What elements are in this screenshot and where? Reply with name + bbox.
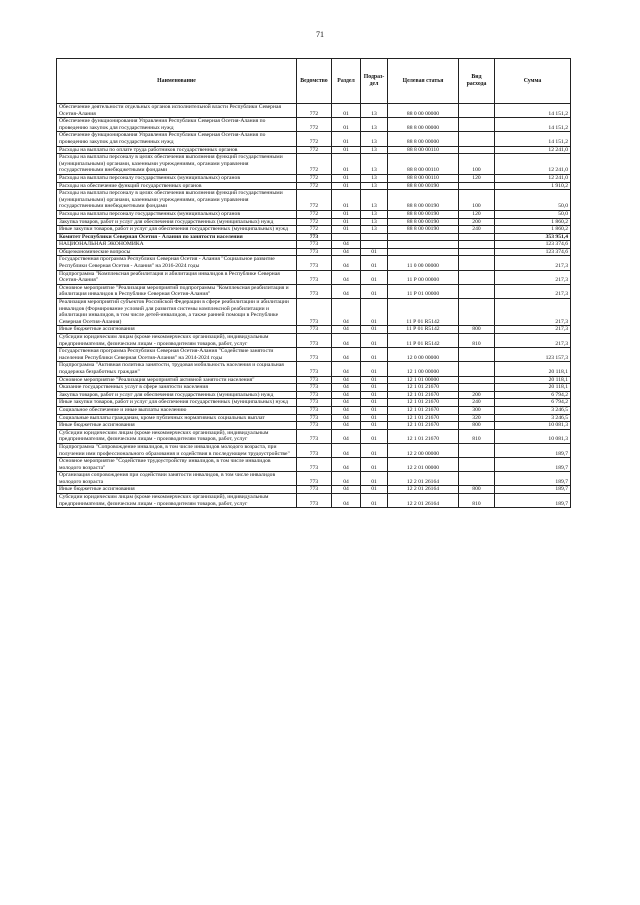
cell-amount: 10 081,3 [495, 429, 571, 443]
table-row [57, 472, 571, 486]
cell-section: 04 [332, 422, 361, 430]
table-row [57, 384, 571, 392]
cell-expense-type [459, 132, 495, 146]
table-row [57, 422, 571, 430]
cell-section: 01 [332, 174, 361, 182]
cell-dept: 773 [297, 414, 332, 422]
cell-expense-type: 810 [459, 429, 495, 443]
cell-amount: 189,7 [495, 472, 571, 486]
cell-target: 88 8 00 00000 [388, 118, 459, 132]
cell-subsection: 01 [361, 443, 388, 457]
cell-target: 11 0 00 00000 [388, 256, 459, 270]
cell-amount: 1 860,2 [495, 226, 571, 234]
table-row [57, 118, 571, 132]
cell-name: Обеспечение деятельности отдельных органов исполнительной власти Республики Северная Осетия-Алания [57, 104, 297, 118]
cell-target: 88 0 00 00000 [388, 104, 459, 118]
cell-name: Общеэкономические вопросы [57, 248, 297, 256]
cell-dept: 773 [297, 362, 332, 376]
cell-target: 11 Р 01 00000 [388, 284, 459, 298]
cell-name: Комитет Республики Северная Осетия - Алания по занятости населения [57, 233, 297, 241]
table-row [57, 210, 571, 218]
header-name: Наименование [57, 59, 297, 104]
cell-target: 11 Р 01 R5142 [388, 334, 459, 348]
cell-subsection: 01 [361, 406, 388, 414]
table-row [57, 406, 571, 414]
cell-subsection: 01 [361, 384, 388, 392]
cell-target: 12 1 01 21670 [388, 429, 459, 443]
table-row [57, 270, 571, 284]
cell-subsection: 01 [361, 362, 388, 376]
cell-section: 04 [332, 299, 361, 326]
table-row [57, 146, 571, 154]
cell-expense-type [459, 241, 495, 249]
cell-subsection: 13 [361, 210, 388, 218]
cell-name: Обеспечение функционирования Управления Республики Северная Осетия-Алания по проведению закупок для государственных нужд [57, 132, 297, 146]
cell-amount: 20 118,1 [495, 384, 571, 392]
cell-subsection [361, 233, 388, 241]
cell-subsection: 01 [361, 458, 388, 472]
cell-subsection: 01 [361, 326, 388, 334]
cell-amount: 12 241,0 [495, 146, 571, 154]
cell-expense-type [459, 118, 495, 132]
cell-dept: 772 [297, 182, 332, 190]
table-row [57, 190, 571, 211]
header-subsection: Подраз-дел [361, 59, 388, 104]
cell-dept: 773 [297, 429, 332, 443]
cell-name: Подпрограмма "Сопровождение инвалидов, в том числе инвалидов молодого возраста, при получении ими профессионального образования и содействия в последующем трудоустройстве" [57, 443, 297, 457]
cell-dept: 773 [297, 486, 332, 494]
cell-target: 12 1 00 00000 [388, 362, 459, 376]
table-row [57, 414, 571, 422]
cell-subsection: 01 [361, 429, 388, 443]
cell-target: 12 2 00 00000 [388, 443, 459, 457]
table-row [57, 334, 571, 348]
cell-dept: 773 [297, 334, 332, 348]
cell-section: 04 [332, 486, 361, 494]
cell-name: Расходы на выплаты персоналу государственных (муниципальных) органов [57, 174, 297, 182]
table-row [57, 429, 571, 443]
cell-section: 04 [332, 384, 361, 392]
cell-section: 04 [332, 391, 361, 399]
cell-dept: 773 [297, 348, 332, 362]
table-row [57, 443, 571, 457]
cell-amount: 353 951,4 [495, 233, 571, 241]
cell-amount: 14 151,2 [495, 132, 571, 146]
cell-section: 04 [332, 256, 361, 270]
cell-amount: 1 910,2 [495, 182, 571, 190]
cell-amount: 6 794,2 [495, 391, 571, 399]
cell-expense-type [459, 233, 495, 241]
cell-target: 12 2 01 26164 [388, 472, 459, 486]
cell-section: 04 [332, 376, 361, 384]
cell-target: 12 1 01 21670 [388, 422, 459, 430]
cell-name: Закупка товаров, работ и услуг для обеспечения государственных (муниципальных) нужд [57, 391, 297, 399]
cell-target: 12 1 01 21670 [388, 384, 459, 392]
cell-subsection: 13 [361, 146, 388, 154]
cell-expense-type: 100 [459, 190, 495, 211]
cell-amount: 217,3 [495, 326, 571, 334]
cell-expense-type [459, 146, 495, 154]
cell-dept: 772 [297, 104, 332, 118]
cell-expense-type: 120 [459, 210, 495, 218]
cell-name: НАЦИОНАЛЬНАЯ ЭКОНОМИКА [57, 241, 297, 249]
cell-subsection: 01 [361, 414, 388, 422]
header-amount: Сумма [495, 59, 571, 104]
cell-name: Иные закупки товаров, работ и услуг для обеспечения государственных (муниципальных) нужд [57, 226, 297, 234]
header-section: Раздел [332, 59, 361, 104]
table-row [57, 256, 571, 270]
cell-section: 04 [332, 399, 361, 407]
cell-amount: 217,3 [495, 284, 571, 298]
cell-name: Социальные выплаты гражданам, кроме публичных нормативных социальных выплат [57, 414, 297, 422]
cell-expense-type [459, 284, 495, 298]
cell-name: Подпрограмма "Комплексная реабилитация и абилитация инвалидов в Республике Северная Осетия-Алания" [57, 270, 297, 284]
cell-dept: 772 [297, 118, 332, 132]
cell-target: 88 8 00 00110 [388, 154, 459, 175]
cell-amount: 123 374,6 [495, 241, 571, 249]
cell-expense-type [459, 104, 495, 118]
cell-name: Расходы на выплаты персоналу государственных (муниципальных) органов [57, 210, 297, 218]
cell-amount: 50,0 [495, 190, 571, 211]
table-row [57, 284, 571, 298]
cell-dept: 773 [297, 391, 332, 399]
cell-expense-type: 240 [459, 226, 495, 234]
cell-name: Оказание государственных услуг в сфере занятости населения [57, 384, 297, 392]
cell-amount: 189,7 [495, 486, 571, 494]
table-row [57, 218, 571, 226]
cell-section: 01 [332, 154, 361, 175]
cell-section: 04 [332, 429, 361, 443]
cell-name: Подпрограмма "Активная политика занятости, трудовая мобильность населения и социальная поддержка безработных граждан" [57, 362, 297, 376]
cell-target: 12 1 01 21670 [388, 414, 459, 422]
cell-dept: 773 [297, 384, 332, 392]
cell-name: Иные бюджетные ассигнования [57, 486, 297, 494]
cell-name: Реализация мероприятий субъектов Российской Федерации в сфере реабилитации и абилитации инвалидов (Формирование условий для развития системы комплексной реабилитации и абилитации инвалидов, в том числе детей-инвалидов, а также ранней помощи в Республике Северная Осетия-Алания) [57, 299, 297, 326]
cell-section: 04 [332, 348, 361, 362]
table-row [57, 399, 571, 407]
cell-dept: 772 [297, 132, 332, 146]
cell-subsection: 01 [361, 391, 388, 399]
cell-subsection: 01 [361, 422, 388, 430]
cell-subsection: 01 [361, 494, 388, 508]
cell-expense-type [459, 256, 495, 270]
cell-amount: 189,7 [495, 458, 571, 472]
cell-dept: 773 [297, 399, 332, 407]
cell-name: Основное мероприятие "Реализация мероприятий подпрограммы "Комплексная реабилитация и абилитация инвалидов в Республике Северная Осетия-Алания" [57, 284, 297, 298]
cell-dept: 773 [297, 494, 332, 508]
cell-expense-type: 200 [459, 391, 495, 399]
cell-target: 88 8 00 00110 [388, 146, 459, 154]
cell-target [388, 241, 459, 249]
cell-amount: 123 374,6 [495, 248, 571, 256]
cell-dept: 773 [297, 284, 332, 298]
cell-target: 12 0 00 00000 [388, 348, 459, 362]
table-row [57, 376, 571, 384]
cell-dept: 773 [297, 241, 332, 249]
cell-amount: 14 151,2 [495, 118, 571, 132]
cell-dept: 773 [297, 233, 332, 241]
cell-subsection: 01 [361, 248, 388, 256]
page-number: 71 [316, 30, 324, 39]
table-row [57, 241, 571, 249]
cell-expense-type [459, 182, 495, 190]
cell-amount: 10 081,3 [495, 422, 571, 430]
cell-target: 88 8 00 00190 [388, 226, 459, 234]
cell-name: Иные закупки товаров, работ и услуг для обеспечения государственных (муниципальных) нужд [57, 399, 297, 407]
cell-dept: 773 [297, 458, 332, 472]
cell-expense-type [459, 270, 495, 284]
cell-dept: 772 [297, 218, 332, 226]
cell-section [332, 233, 361, 241]
cell-section: 01 [332, 226, 361, 234]
cell-subsection: 13 [361, 226, 388, 234]
table-row [57, 494, 571, 508]
table-row [57, 348, 571, 362]
cell-expense-type [459, 458, 495, 472]
cell-expense-type: 300 [459, 406, 495, 414]
cell-dept: 773 [297, 422, 332, 430]
cell-expense-type [459, 472, 495, 486]
cell-name: Основное мероприятие "Реализация мероприятий активной занятости населения" [57, 376, 297, 384]
cell-amount: 12 241,0 [495, 174, 571, 182]
table-header-row [57, 59, 571, 104]
cell-expense-type: 810 [459, 334, 495, 348]
cell-dept: 773 [297, 376, 332, 384]
cell-section: 01 [332, 118, 361, 132]
table-row [57, 326, 571, 334]
table-row [57, 174, 571, 182]
cell-dept: 773 [297, 326, 332, 334]
cell-section: 04 [332, 248, 361, 256]
cell-amount: 3 246,5 [495, 406, 571, 414]
cell-name: Иные бюджетные ассигнования [57, 326, 297, 334]
cell-expense-type: 320 [459, 414, 495, 422]
cell-name: Расходы на выплаты по оплате труда работников государственных органов [57, 146, 297, 154]
cell-subsection: 13 [361, 104, 388, 118]
budget-table [56, 58, 571, 508]
cell-amount: 6 794,2 [495, 399, 571, 407]
cell-expense-type [459, 248, 495, 256]
cell-expense-type: 800 [459, 422, 495, 430]
cell-section: 04 [332, 472, 361, 486]
cell-subsection: 13 [361, 132, 388, 146]
cell-dept: 772 [297, 154, 332, 175]
cell-section: 01 [332, 104, 361, 118]
cell-section: 04 [332, 326, 361, 334]
cell-target: 12 1 01 21670 [388, 399, 459, 407]
cell-section: 01 [332, 210, 361, 218]
cell-dept: 773 [297, 256, 332, 270]
cell-expense-type: 100 [459, 154, 495, 175]
cell-name: Основное мероприятие "Содействие трудоустройству инвалидов, в том числе инвалидов молодого возраста" [57, 458, 297, 472]
cell-amount: 20 118,1 [495, 362, 571, 376]
cell-name: Организация сопровождения при содействии занятости инвалидов, в том числе инвалидов молодого возраста [57, 472, 297, 486]
cell-expense-type [459, 384, 495, 392]
cell-subsection: 01 [361, 284, 388, 298]
cell-expense-type: 810 [459, 494, 495, 508]
cell-section: 04 [332, 406, 361, 414]
cell-target: 11 Р 00 00000 [388, 270, 459, 284]
cell-target: 88 8 00 00000 [388, 132, 459, 146]
cell-name: Закупка товаров, работ и услуг для обеспечения государственных (муниципальных) нужд [57, 218, 297, 226]
cell-amount: 217,3 [495, 270, 571, 284]
cell-subsection: 01 [361, 334, 388, 348]
cell-section: 04 [332, 284, 361, 298]
cell-dept: 773 [297, 299, 332, 326]
cell-target: 12 2 01 26164 [388, 486, 459, 494]
cell-target: 11 Р 01 R5142 [388, 326, 459, 334]
cell-subsection: 01 [361, 348, 388, 362]
cell-target: 88 8 00 00190 [388, 218, 459, 226]
cell-target: 12 1 01 21670 [388, 391, 459, 399]
cell-name: Иные бюджетные ассигнования [57, 422, 297, 430]
table-row [57, 132, 571, 146]
table-row [57, 104, 571, 118]
cell-target: 88 8 00 00190 [388, 210, 459, 218]
cell-expense-type: 800 [459, 486, 495, 494]
cell-section: 04 [332, 414, 361, 422]
cell-section: 04 [332, 241, 361, 249]
cell-subsection: 01 [361, 270, 388, 284]
cell-amount: 12 241,0 [495, 154, 571, 175]
cell-subsection [361, 241, 388, 249]
cell-expense-type [459, 348, 495, 362]
cell-subsection: 13 [361, 118, 388, 132]
cell-name: Расходы на выплаты персоналу в целях обеспечения выполнения функций государственными (муниципальными) органами, казенными учреждениями, органами управления государственными внебюджетными фондами [57, 154, 297, 175]
cell-dept: 773 [297, 406, 332, 414]
cell-dept: 773 [297, 472, 332, 486]
cell-subsection: 01 [361, 399, 388, 407]
cell-dept: 772 [297, 190, 332, 211]
cell-expense-type: 200 [459, 218, 495, 226]
cell-dept: 773 [297, 248, 332, 256]
cell-section: 01 [332, 132, 361, 146]
cell-subsection: 13 [361, 218, 388, 226]
cell-name: Субсидии юридическим лицам (кроме некоммерческих организаций), индивидуальным предпринимателям, физическим лицам - производителям товаров, работ, услуг [57, 429, 297, 443]
cell-subsection: 01 [361, 472, 388, 486]
table-row [57, 391, 571, 399]
cell-name: Субсидии юридическим лицам (кроме некоммерческих организаций), индивидуальным предпринимателям, физическим лицам - производителям товаров, работ, услуг [57, 334, 297, 348]
cell-target: 88 8 00 00190 [388, 182, 459, 190]
table-body [57, 104, 571, 508]
cell-target: 12 1 01 21670 [388, 406, 459, 414]
table-row [57, 226, 571, 234]
cell-section: 01 [332, 190, 361, 211]
cell-name: Социальное обеспечение и иные выплаты населению [57, 406, 297, 414]
cell-amount: 14 151,2 [495, 104, 571, 118]
cell-subsection: 01 [361, 486, 388, 494]
cell-dept: 772 [297, 226, 332, 234]
cell-target: 88 8 00 00190 [388, 190, 459, 211]
cell-subsection: 13 [361, 190, 388, 211]
table-row [57, 362, 571, 376]
table-row [57, 233, 571, 241]
cell-subsection: 01 [361, 256, 388, 270]
table-row [57, 248, 571, 256]
cell-subsection: 13 [361, 182, 388, 190]
cell-amount: 217,3 [495, 299, 571, 326]
cell-amount: 217,3 [495, 256, 571, 270]
table-row [57, 299, 571, 326]
cell-expense-type: 240 [459, 399, 495, 407]
cell-section: 01 [332, 182, 361, 190]
cell-name: Государственная программа Республики Северная Осетия - Алания "Социальное развитие Республики Северная Осетия - Алания" на 2016-2024 годы [57, 256, 297, 270]
cell-section: 04 [332, 458, 361, 472]
cell-dept: 773 [297, 443, 332, 457]
cell-section: 04 [332, 334, 361, 348]
cell-subsection: 01 [361, 376, 388, 384]
table-row [57, 154, 571, 175]
cell-target: 12 1 01 00000 [388, 376, 459, 384]
cell-name: Государственная программа Республики Северная Осетия-Алания "Содействие занятости населения Республики Северная Осетия-Алания" на 2014-2024 годы [57, 348, 297, 362]
table-row [57, 458, 571, 472]
cell-dept: 772 [297, 146, 332, 154]
cell-target: 88 8 00 00110 [388, 174, 459, 182]
cell-amount: 20 118,1 [495, 376, 571, 384]
cell-subsection: 13 [361, 154, 388, 175]
header-target: Целевая статья [388, 59, 459, 104]
cell-amount: 50,0 [495, 210, 571, 218]
header-dept: Ведомство [297, 59, 332, 104]
cell-target [388, 248, 459, 256]
cell-expense-type [459, 362, 495, 376]
cell-section: 04 [332, 494, 361, 508]
cell-dept: 773 [297, 270, 332, 284]
cell-target: 12 2 01 26164 [388, 494, 459, 508]
cell-amount: 3 246,5 [495, 414, 571, 422]
cell-section: 01 [332, 218, 361, 226]
cell-section: 04 [332, 270, 361, 284]
cell-amount: 217,3 [495, 334, 571, 348]
table-row [57, 182, 571, 190]
cell-name: Расходы на обеспечение функций государственных органов [57, 182, 297, 190]
cell-amount: 189,7 [495, 443, 571, 457]
cell-expense-type [459, 443, 495, 457]
cell-name: Обеспечение функционирования Управления Республики Северная Осетия-Алания по проведению закупок для государственных нужд [57, 118, 297, 132]
cell-expense-type [459, 376, 495, 384]
cell-amount: 123 157,3 [495, 348, 571, 362]
cell-section: 04 [332, 362, 361, 376]
cell-subsection: 01 [361, 299, 388, 326]
cell-dept: 772 [297, 174, 332, 182]
cell-amount: 1 860,2 [495, 218, 571, 226]
header-expense-type: Вид расхода [459, 59, 495, 104]
cell-section: 04 [332, 443, 361, 457]
table-row [57, 486, 571, 494]
cell-name: Субсидии юридическим лицам (кроме некоммерческих организаций), индивидуальным предпринимателям, физическим лицам - производителям товаров, работ, услуг [57, 494, 297, 508]
cell-section: 01 [332, 146, 361, 154]
cell-expense-type [459, 299, 495, 326]
cell-subsection: 13 [361, 174, 388, 182]
cell-target: 11 Р 01 R5142 [388, 299, 459, 326]
cell-dept: 772 [297, 210, 332, 218]
cell-expense-type: 800 [459, 326, 495, 334]
cell-name: Расходы на выплаты персоналу в целях обеспечения выполнения функций государственными (муниципальными) органами, казенными учреждениями, органами управления государственными внебюджетными фондами [57, 190, 297, 211]
cell-amount: 189,7 [495, 494, 571, 508]
cell-target [388, 233, 459, 241]
cell-target: 12 2 01 00000 [388, 458, 459, 472]
cell-expense-type: 120 [459, 174, 495, 182]
